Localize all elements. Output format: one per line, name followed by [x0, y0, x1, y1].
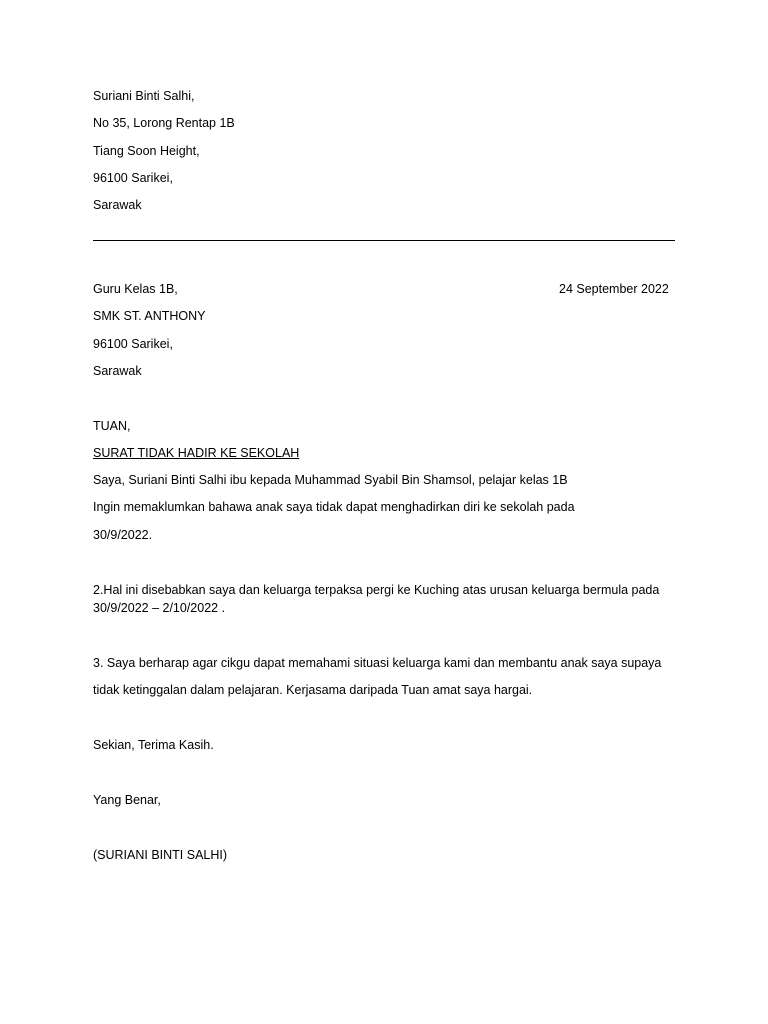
body-paragraph3-line2: tidak ketinggalan dalam pelajaran. Kerjasama daripada Tuan amat saya hargai. [93, 683, 533, 697]
closing-sign-off: Yang Benar, [93, 793, 161, 807]
sender-address-line2: Tiang Soon Height, [93, 144, 200, 158]
recipient-state: Sarawak [93, 364, 142, 378]
sender-name: Suriani Binti Salhi, [93, 89, 195, 103]
body-paragraph2-line1: 2.Hal ini disebabkan saya dan keluarga terpaksa pergi ke Kuching atas urusan keluarga bermula pada [93, 583, 660, 597]
body-paragraph2-line2: 30/9/2022 – 2/10/2022 . [93, 601, 226, 615]
body-paragraph1-line2: Ingin memaklumkan bahawa anak saya tidak dapat menghadirkan diri ke sekolah pada [93, 500, 575, 514]
recipient-title: Guru Kelas 1B, [93, 282, 178, 296]
sender-state: Sarawak [93, 198, 142, 212]
signature-name: (SURIANI BINTI SALHI) [93, 848, 228, 862]
recipient-postcode-city: 96100 Sarikei, [93, 337, 173, 351]
sender-address-line1: No 35, Lorong Rentap 1B [93, 116, 235, 130]
body-paragraph3-line1: 3. Saya berharap agar cikgu dapat memahami situasi keluarga kami dan membantu anak saya supaya [93, 656, 662, 670]
sender-postcode-city: 96100 Sarikei, [93, 171, 173, 185]
recipient-school: SMK ST. ANTHONY [93, 309, 206, 323]
body-paragraph1-line3: 30/9/2022. [93, 528, 153, 542]
letter-date: 24 September 2022 [559, 282, 669, 296]
closing-thanks: Sekian, Terima Kasih. [93, 738, 214, 752]
salutation: TUAN, [93, 419, 131, 433]
divider-line [93, 240, 675, 241]
subject-heading: SURAT TIDAK HADIR KE SEKOLAH [93, 446, 300, 460]
body-paragraph1-line1: Saya, Suriani Binti Salhi ibu kepada Muhammad Syabil Bin Shamsol, pelajar kelas 1B [93, 473, 568, 487]
